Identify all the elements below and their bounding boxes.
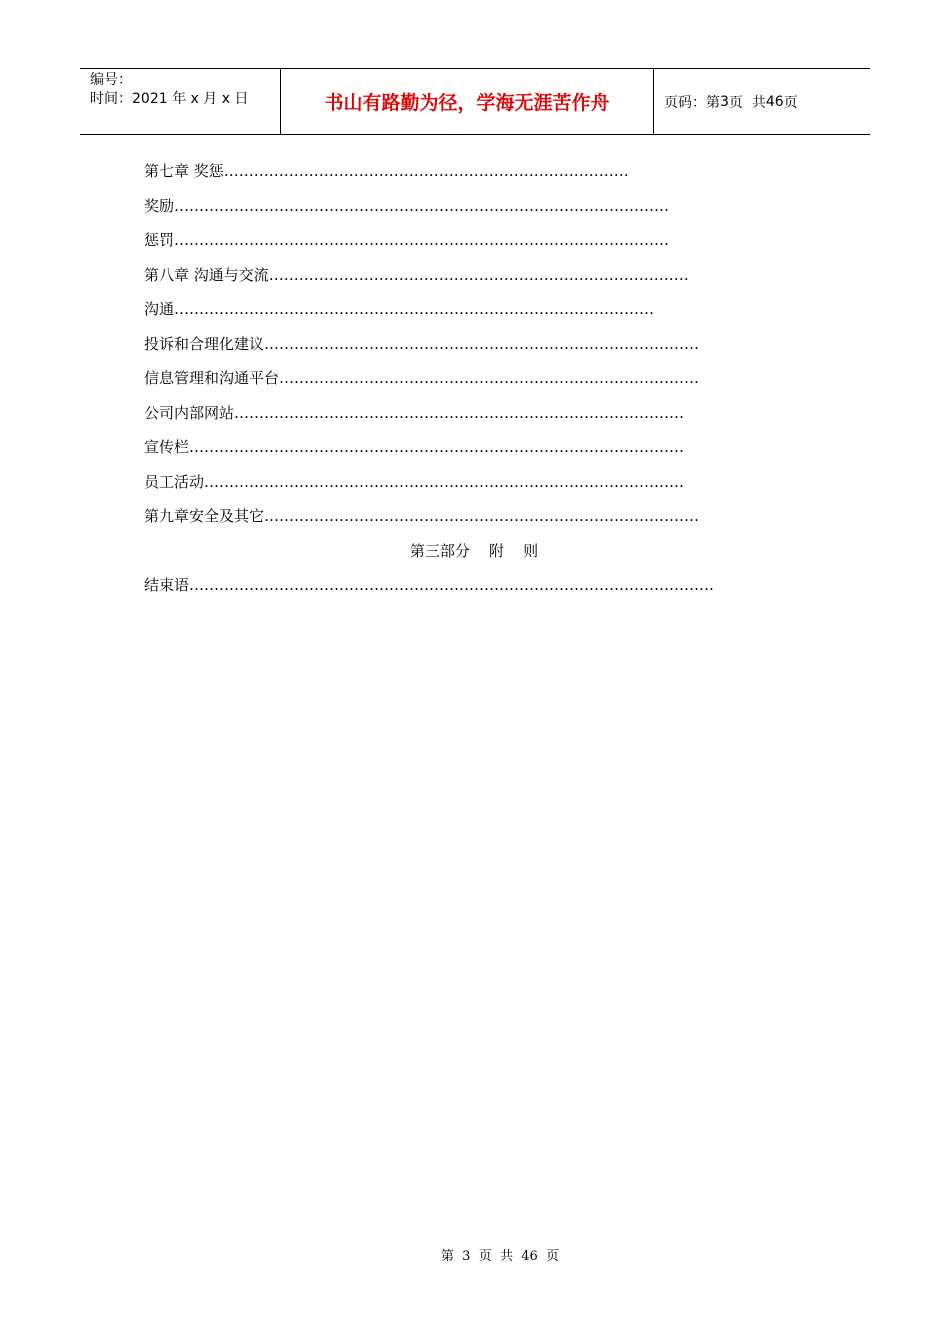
toc-leader: ……………………………………………………………………………………… <box>189 438 685 456</box>
toc-entry[interactable] <box>144 260 804 295</box>
document-number-label: 编号： <box>90 72 132 88</box>
page-suffix: 页 <box>783 94 798 111</box>
header-meta <box>80 69 281 134</box>
toc-entry-title: 沟通 <box>144 300 175 318</box>
toc-entry[interactable] <box>144 329 804 364</box>
toc-leader: …………………………………………………………………………………… <box>204 472 685 491</box>
page-total: 46 <box>765 93 784 110</box>
section-title <box>144 536 804 571</box>
toc-leader: …………………………………………………………………………………… <box>174 300 655 318</box>
toc-entry[interactable] <box>144 432 804 467</box>
toc-entry-title: 员工活动 <box>144 472 205 491</box>
toc-entry[interactable] <box>144 398 804 433</box>
toc-entry[interactable] <box>144 467 804 502</box>
table-of-contents <box>144 156 804 605</box>
toc-entry[interactable] <box>144 363 804 398</box>
footer-page-number: 第 3 页 共 46 页 <box>440 1249 560 1264</box>
section-title-text: 第三部分 附 则 <box>409 541 539 560</box>
toc-entry-title: 第八章 沟通与交流 <box>144 265 269 284</box>
toc-leader: …………………………………………………………………………… <box>264 507 700 525</box>
toc-leader: ……………………………………………………………………………… <box>234 403 685 422</box>
toc-leader: …………………………………………………………………………… <box>264 334 700 353</box>
page-current: 3 <box>720 93 729 110</box>
page-footer <box>0 1245 950 1264</box>
toc-entry-title: 第九章安全及其它 <box>144 507 265 525</box>
toc-entry-title: 结束语 <box>144 576 190 594</box>
toc-entry-title: 信息管理和沟通平台 <box>144 369 280 387</box>
header-page-info <box>654 69 870 134</box>
toc-leader: ………………………………………………………………………… <box>268 265 689 284</box>
toc-entry-title: 投诉和合理化建议 <box>144 334 265 353</box>
document-date: 时间：2021 年 x 月 x 日 <box>90 91 249 107</box>
toc-entry[interactable] <box>144 294 804 329</box>
toc-entry-title: 宣传栏 <box>144 438 190 456</box>
page-prefix: 页码：第 <box>664 94 720 111</box>
toc-leader: ……………………………………………………………………………………… <box>174 231 670 249</box>
toc-entry[interactable] <box>144 156 804 191</box>
toc-leader: ………………………………………………………………………… <box>279 369 700 387</box>
toc-entry-title: 惩罚 <box>144 231 175 249</box>
page-mid: 页 共 <box>728 94 766 111</box>
toc-entry[interactable] <box>144 225 804 260</box>
header-motto: 书山有路勤为径，学海无涯苦作舟 <box>281 69 654 134</box>
toc-entry[interactable] <box>144 191 804 226</box>
toc-entry-title: 第七章 奖惩 <box>144 162 224 180</box>
toc-leader: ……………………………………………………………………………………… <box>174 196 670 215</box>
toc-entry-title: 奖励 <box>144 196 175 215</box>
toc-entry-closing[interactable] <box>144 570 804 605</box>
toc-leader: …………………………………………………………………………………………… <box>189 576 715 594</box>
toc-entry-title: 公司内部网站 <box>144 403 235 422</box>
toc-leader: ……………………………………………………………………… <box>223 162 629 180</box>
toc-entry[interactable] <box>144 501 804 536</box>
page-header <box>80 68 870 135</box>
